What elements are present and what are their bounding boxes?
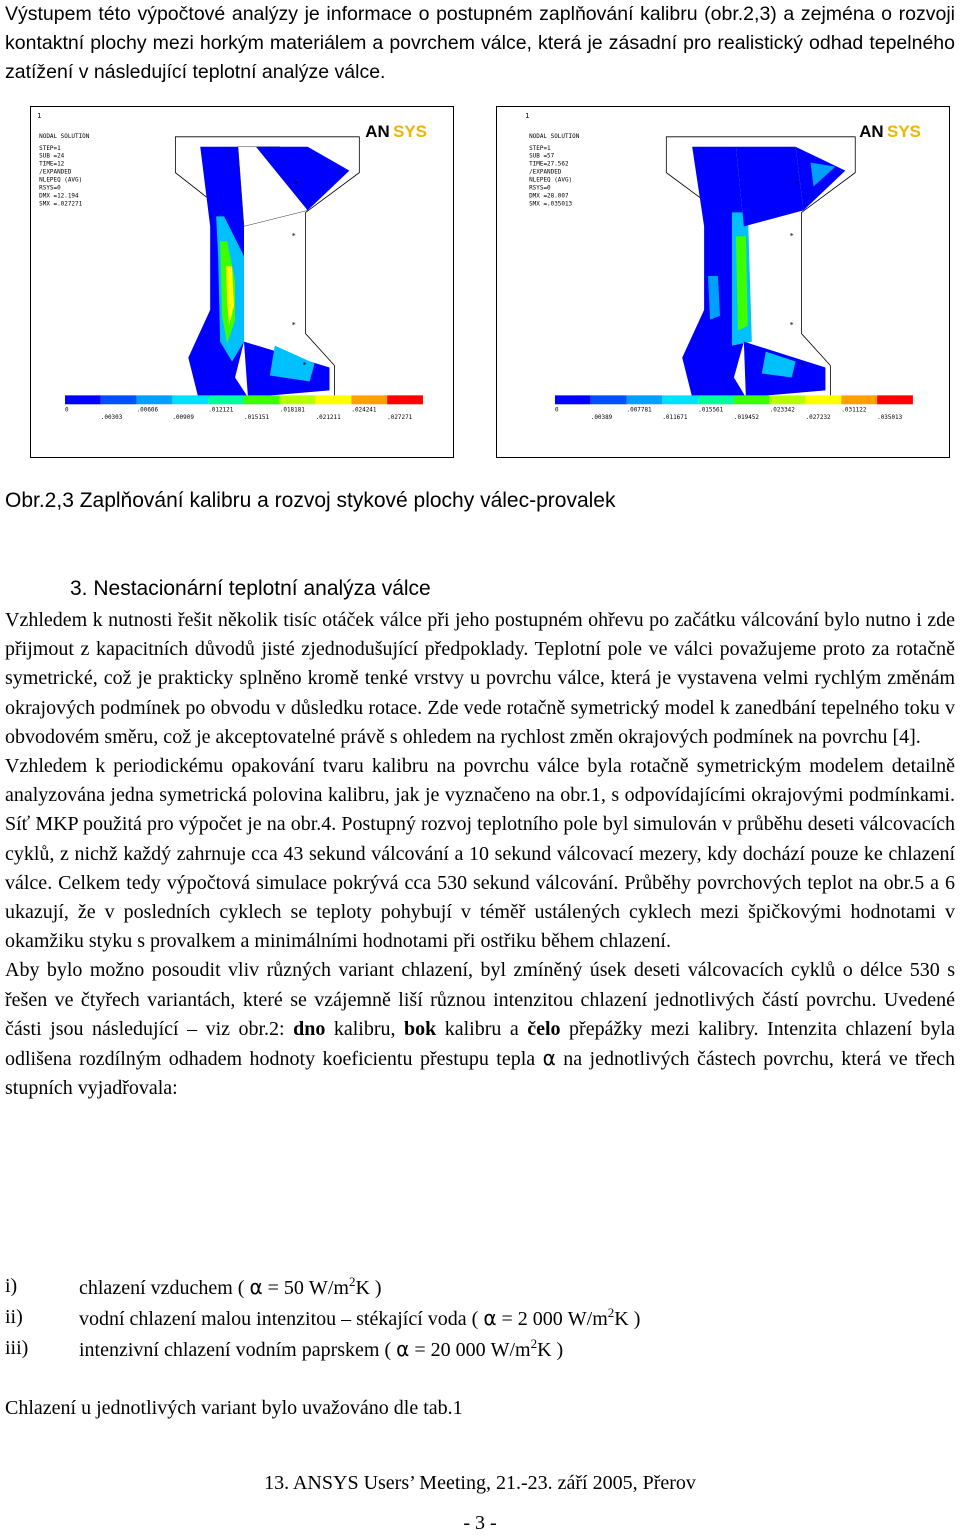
color-scale-band	[208, 395, 244, 404]
color-scale-band	[627, 395, 663, 404]
color-scale-band	[351, 395, 387, 404]
intro-paragraph: Výstupem této výpočtové analýzy je informace o postupném zaplňování kalibru (obr.2,3) a zejména o rozvoji kontaktní plochy mezi horkým materiálem a povrchem válce, která je zásadní pro realistický odhad tepelného zatížení v následující teplotní analýze válce.	[5, 3, 955, 83]
info-line: SMX =.027271	[39, 200, 83, 208]
legend-tick: .00389	[590, 414, 613, 422]
info-line: SUB =24	[39, 152, 65, 160]
figure-ansys-result-1	[30, 106, 454, 458]
legend-tick: .023342	[769, 406, 795, 414]
color-scale-band	[806, 395, 842, 404]
color-scale	[555, 395, 913, 404]
legend-tick: .00303	[100, 414, 123, 422]
color-scale-band	[770, 395, 806, 404]
corner-number: 1	[37, 111, 42, 120]
page-number: - 3 -	[463, 1512, 497, 1534]
corner-number: 1	[525, 111, 530, 120]
info-line: SUB =57	[529, 152, 555, 160]
node-mark: *	[294, 179, 299, 189]
plot-title: NODAL SOLUTION	[529, 132, 580, 140]
legend-tick: 0	[65, 406, 69, 414]
info-line: TIME=27.562	[529, 160, 569, 168]
legend-tick: .027232	[805, 414, 831, 422]
node-mark: *	[789, 320, 794, 330]
color-scale-band	[841, 395, 877, 404]
info-line: STEP=1	[39, 144, 61, 152]
legend-tick: .011671	[662, 414, 688, 422]
figure-caption: Obr.2,3 Zaplňování kalibru a rozvoj stykové plochy válec-provalek	[5, 489, 616, 512]
info-line: /EXPANDED	[39, 168, 72, 176]
color-scale-band	[65, 395, 101, 404]
color-scale-band	[877, 395, 913, 404]
footer: 13. ANSYS Users’ Meeting, 21.-23. září 2005, Přerov	[264, 1472, 696, 1494]
info-line: /EXPANDED	[529, 168, 562, 176]
fem-plot-2	[497, 107, 949, 457]
color-scale-band	[387, 395, 423, 404]
plot-title: NODAL SOLUTION	[39, 132, 90, 140]
color-scale-band	[555, 395, 591, 404]
info-line: SMX =.035013	[529, 200, 573, 208]
legend-tick: .024241	[351, 406, 377, 414]
ansys-logo-a: AN	[365, 121, 390, 141]
figure-ansys-result-2	[496, 106, 950, 458]
color-scale-band	[280, 395, 316, 404]
node-mark: *	[789, 231, 794, 241]
ansys-logo-a: AN	[859, 121, 884, 141]
legend-tick: .027271	[387, 414, 413, 422]
legend-tick: .00606	[136, 406, 159, 414]
legend-tick: .018181	[279, 406, 305, 414]
legend-tick: .00909	[172, 414, 194, 422]
node-mark: *	[302, 360, 307, 370]
deformed-mesh	[175, 137, 359, 398]
info-line: STEP=1	[529, 144, 551, 152]
ansys-logo-b: SYS	[887, 121, 921, 141]
node-mark: *	[291, 320, 296, 330]
legend-tick: .015561	[698, 406, 724, 414]
color-scale-band	[734, 395, 770, 404]
section-heading: 3. Nestacionární teplotní analýza válce	[70, 577, 431, 600]
color-scale-band	[101, 395, 137, 404]
color-scale-band	[591, 395, 627, 404]
legend-tick: .031122	[841, 406, 867, 414]
legend-tick: .019452	[733, 414, 760, 422]
fem-plot-1	[31, 107, 453, 457]
info-line: NLEPEQ (AVG)	[39, 176, 83, 184]
color-scale-band	[244, 395, 280, 404]
legend-tick: .015151	[243, 414, 270, 422]
node-mark: *	[291, 231, 296, 241]
info-line: NLEPEQ (AVG)	[529, 176, 573, 184]
body-text	[5, 606, 955, 1103]
info-line: RSYS=0	[529, 184, 551, 192]
color-scale	[65, 395, 423, 404]
color-scale-band	[662, 395, 698, 404]
legend-tick: .007781	[626, 406, 652, 414]
color-scale-band	[137, 395, 173, 404]
legend-tick: .035013	[877, 414, 903, 422]
legend-tick: .012121	[208, 406, 234, 414]
paragraph-2: Vzhledem k periodickému opakování tvaru kalibru na povrchu válce byla rotačně symetrickým modelem detailně analyzována jedna symetrická polovina kalibru, jak je vyznačeno na obr.1, s odpovídajícími okrajovými podmínkami. Síť MKP použitá pro výpočet je na obr.4. Postupný rozvoj teplotního pole byl simulován v průběhu deseti válcovacích cyklů, z nichž každý zahrnuje cca 43 sekund válcování a 10 sekund válcovací mezery, kdy dochází pouze ke chlazení válce. Celkem tedy výpočtová simulace pokrývá cca 530 sekund válcování. Průběhy povrchových teplot na obr.5 a 6 ukazují, že v posledních cyklech se teploty pohybují v téměř ustálených cyklech mezi špičkovými hodnotami v okamžiku styku s provalkem a minimálními hodnotami při ostřiku během chlazení.	[5, 755, 955, 953]
deformed-mesh	[666, 137, 855, 398]
cooling-note: Chlazení u jednotlivých variant bylo uvažováno dle tab.1	[5, 1397, 463, 1419]
info-line: DMX =12.194	[39, 192, 79, 200]
paragraph-1: Vzhledem k nutnosti řešit několik tisíc otáček válce při jeho postupném ohřevu po začátku válcování bylo nutno i zde přijmout z kapacitních důvodů jisté zjednodušující předpoklady. Teplotní pole ve válci považujeme proto za rotačně symetrické, což je prakticky splněno kromě tenké vrstvy u povrchu válce, která je vystavena velmi rychlým změnám okrajových podmínek po obvodu v důsledku rotace. Zde vede rotačně symetrický model k zanedbání tepelného toku v obvodovém směru, což je akceptovatelné právě s ohledem na rychlost změn okrajových podmínek na povrchu [4].	[5, 609, 955, 748]
legend-tick: 0	[554, 406, 559, 414]
info-line: RSYS=0	[39, 184, 61, 192]
legend-tick: .021211	[315, 414, 341, 422]
paragraph-3: Aby bylo možno posoudit vliv různých variant chlazení, byl zmíněný úsek deseti válcovacích cyklů o délce 530 s řešen ve čtyřech variantách, které se vzájemně liší různou intenzitou chlazení jednotlivých částí povrchu. Uvedené části jsou následující – viz obr.2: dno kalibru, bok kalibru a čelo přepážky mezi kalibry. Intenzita chlazení byla odlišena rozdílným odhadem hodnoty koeficientu přestupu tepla α na jednotlivých částech povrchu, která ve třech stupních vyjadřovala:	[5, 959, 955, 1100]
info-line: DMX =28.007	[529, 192, 569, 200]
ansys-logo-b: SYS	[393, 121, 427, 141]
color-scale-band	[698, 395, 734, 404]
node-mark: *	[800, 360, 805, 370]
info-line: TIME=12	[39, 160, 65, 168]
color-scale-band	[316, 395, 352, 404]
node-mark: *	[795, 179, 800, 189]
color-scale-band	[172, 395, 208, 404]
